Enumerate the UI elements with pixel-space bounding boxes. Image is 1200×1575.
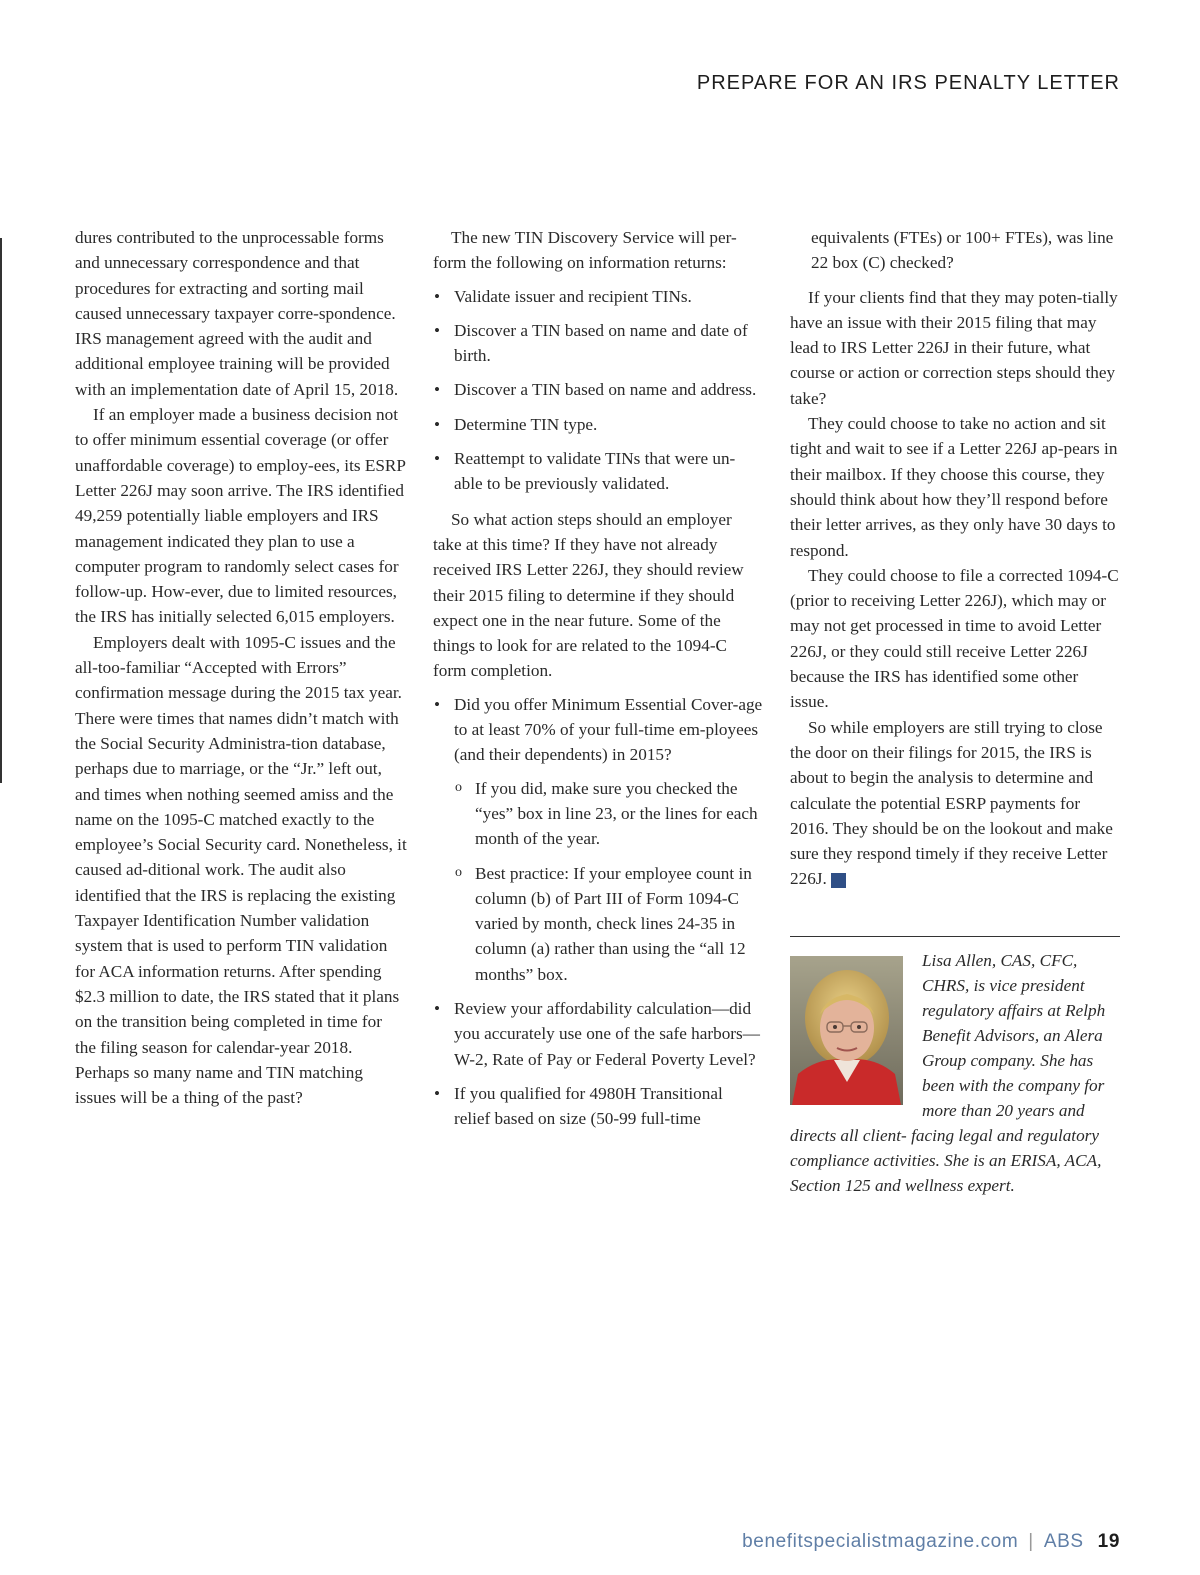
- list-item: • If you qualified for 4980H Transitional relief based on size (50-99 full-time: [433, 1081, 763, 1132]
- body-paragraph: The new TIN Discovery Service will per-form the following on information returns:: [433, 228, 737, 273]
- tin-service-list: [433, 284, 763, 497]
- body-paragraph: So what action steps should an employer take at this time? If they have not already received IRS Letter 226J, they should review their 2015 filing to determine if they should expect one in the near future. Some of the things to look for are related to the 1094-C form completion.: [433, 509, 744, 681]
- closing-text: So while employers are still trying to close the door on their filings for 2015, the IRS is about to begin the analysis to determine and calculate the potential ESRP payments for 2016. They should be on the lookout and make sure they respond timely if they receive Letter 226J.: [790, 717, 1113, 889]
- form-checklist: [433, 692, 763, 1132]
- list-item: • Discover a TIN based on name and date of birth.: [433, 318, 763, 369]
- abs-end-mark-icon: ▲: [831, 873, 846, 888]
- author-photo: [790, 956, 903, 1105]
- sub-list: [454, 776, 763, 987]
- list-item: [433, 692, 763, 987]
- author-portrait-image: [790, 956, 903, 1105]
- author-bio: [790, 948, 1120, 1198]
- running-head: PREPARE FOR AN IRS PENALTY LETTER: [696, 72, 1120, 94]
- body-paragraph: If your clients find that they may poten-tially have an issue with their 2015 filing that may lead to IRS Letter 226J in their future, what course or action or correction steps should they take?: [790, 287, 1118, 408]
- sub-list-item: o Best practice: If your employee count in column (b) of Part III of Form 1094-C varied by month, check lines 24-35 in column (a) rather than using the “all 12 months” box.: [454, 861, 763, 987]
- list-item-text: Did you offer Minimum Essential Cover-age to at least 70% of your full-time em-ployees (and their dependents) in 2015?: [454, 694, 763, 765]
- footer-publication: ABS: [1043, 1531, 1084, 1552]
- sub-list-item: o If you did, make sure you checked the “yes” box in line 23, or the lines for each month of the year.: [454, 776, 763, 852]
- body-paragraph: dures contributed to the unprocessable forms and unnecessary correspondence and that procedures for extracting and sorting mail caused unnecessary taxpayer corre-spondence. IRS management agreed with the audit and additional employee training will be provided with an implementation date of April 15, 2018.: [75, 228, 399, 399]
- body-paragraph: They could choose to take no action and sit tight and wait to see if a Letter 226J ap-pears in their mailbox. If they choose this course, they should think about how they’ll respond before their letter arrives, as they only have 30 days to respond.: [790, 414, 1118, 560]
- list-item-continuation: equivalents (FTEs) or 100+ FTEs), was line 22 box (C) checked?: [811, 228, 1114, 273]
- list-item: • Reattempt to validate TINs that were un-able to be previously validated.: [433, 446, 763, 497]
- page-edge-rule: [0, 238, 2, 783]
- column-2: [433, 225, 763, 1142]
- footer-site-link[interactable]: benefitspecialistmagazine.com: [742, 1531, 1019, 1552]
- page-footer: [742, 1531, 1120, 1553]
- list-item: • Determine TIN type.: [433, 412, 763, 437]
- list-item: • Discover a TIN based on name and address.: [433, 377, 763, 402]
- bio-divider: [790, 936, 1120, 937]
- closing-paragraph: [790, 715, 1120, 892]
- list-item: • Validate issuer and recipient TINs.: [433, 284, 763, 309]
- author-bio-text: Lisa Allen, CAS, CFC, CHRS, is vice president regulatory affairs at Relph Benefit Advisors, an Alera Group company. She has been with the company for more than 20 years and directs all client- facing legal and regulatory compliance activities. She is an ERISA, ACA, Section 125 and wellness expert.: [790, 951, 1106, 1195]
- column-1: [75, 225, 407, 1110]
- column-3: [790, 225, 1120, 892]
- body-paragraph: If an employer made a business decision not to offer minimum essential coverage (or offer unaffordable coverage) to employ-ees, its ESRP Letter 226J may soon arrive. The IRS identified 49,259 potentially liable employers and IRS management indicated they plan to use a computer program to randomly select cases for follow-up. How-ever, due to limited resources, the IRS has initially selected 6,015 employers.: [75, 405, 406, 627]
- body-paragraph: They could choose to file a corrected 1094-C (prior to receiving Letter 226J), which may or may not get processed in time to avoid Letter 226J, or they could still receive Letter 226J because the IRS has identified some other issue.: [790, 565, 1119, 712]
- body-paragraph: Employers dealt with 1095-C issues and the all-too-familiar “Accepted with Errors” confirmation message during the 2015 tax year. There were times that names didn’t match with the Social Security Administra-tion database, perhaps due to marriage, or the “Jr.” left out, and times when nothing seemed amiss and the name on the 1095-C matched exactly to the employee’s Social Security card. Nonetheless, it caused ad-ditional work. The audit also identified that the IRS is replacing the existing Taxpayer Identification Number validation system that is used to perform TIN validation for ACA information returns. After spending $2.3 million to date, the IRS stated that it plans on the transition being completed in time for the filing season for calendar-year 2018. Perhaps so many name and TIN matching issues will be a thing of the past?: [75, 632, 407, 1108]
- page-number: 19: [1097, 1531, 1120, 1552]
- footer-separator: |: [1028, 1531, 1034, 1552]
- list-item: • Review your affordability calculation—did you accurately use one of the safe harbors—W-2, Rate of Pay or Federal Poverty Level?: [433, 996, 763, 1072]
